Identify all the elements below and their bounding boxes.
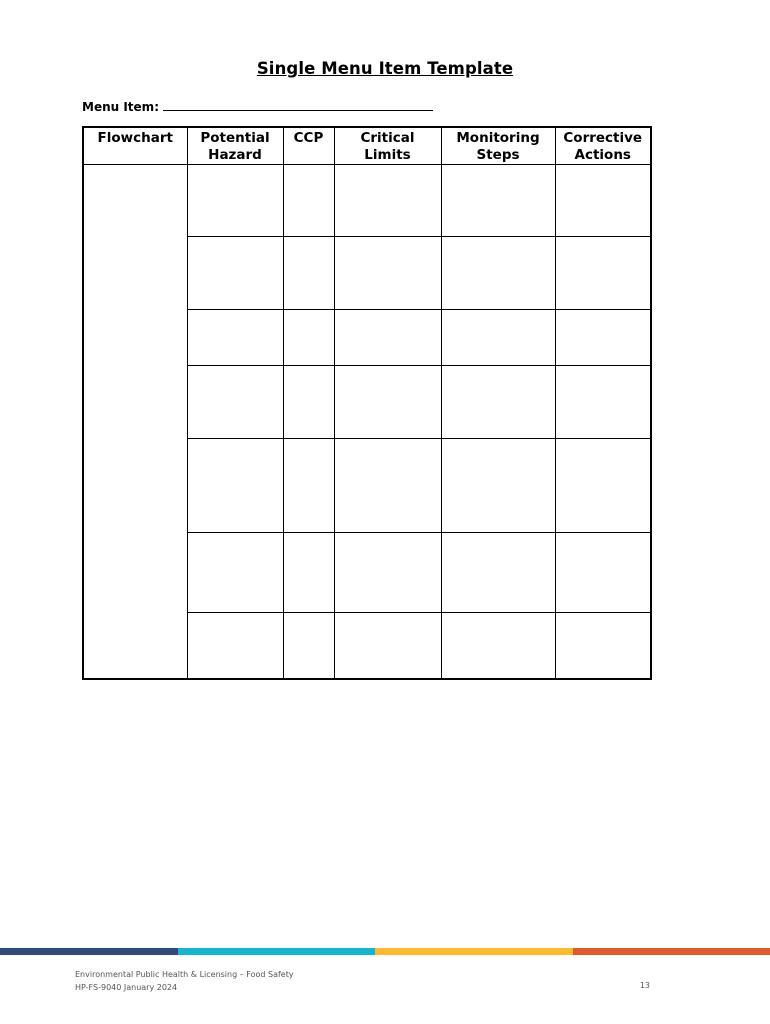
monitoring-steps-cell[interactable] xyxy=(441,310,555,366)
hazard-cell[interactable] xyxy=(187,366,283,439)
footer-bar-segment-yellow xyxy=(375,948,573,955)
haccp-table xyxy=(82,126,652,680)
footer-document-id: HP-FS-9040 January 2024 xyxy=(75,983,178,992)
header-potential-hazard-line2: Hazard xyxy=(208,147,262,163)
ccp-cell[interactable] xyxy=(283,439,334,533)
corrective-actions-cell[interactable] xyxy=(555,310,651,366)
header-ccp xyxy=(283,127,334,165)
monitoring-steps-cell[interactable] xyxy=(441,613,555,679)
ccp-cell[interactable] xyxy=(283,237,334,310)
header-potential-hazard xyxy=(187,127,283,165)
hazard-cell[interactable] xyxy=(187,237,283,310)
corrective-actions-cell[interactable] xyxy=(555,366,651,439)
ccp-cell[interactable] xyxy=(283,310,334,366)
flowchart-cell[interactable] xyxy=(83,165,187,679)
monitoring-steps-cell[interactable] xyxy=(441,439,555,533)
header-monitoring-steps xyxy=(441,127,555,165)
ccp-cell[interactable] xyxy=(283,533,334,613)
header-critical-limits xyxy=(334,127,441,165)
monitoring-steps-cell[interactable] xyxy=(441,366,555,439)
header-critical-limits-line1: Critical xyxy=(360,130,415,146)
menu-item-blank-line[interactable] xyxy=(163,98,433,111)
table-row xyxy=(83,165,651,237)
header-critical-limits-line2: Limits xyxy=(364,147,411,163)
critical-limits-cell[interactable] xyxy=(334,533,441,613)
footer-department: Environmental Public Health & Licensing – Food Safety xyxy=(75,970,294,979)
page-title: Single Menu Item Template xyxy=(256,59,514,78)
header-potential-hazard-line1: Potential xyxy=(200,130,270,146)
header-corrective-actions-line1: Corrective xyxy=(563,130,643,146)
critical-limits-cell[interactable] xyxy=(334,237,441,310)
header-corrective-actions xyxy=(555,127,651,165)
menu-item-label: Menu Item: xyxy=(82,100,159,114)
footer-bar-segment-navy xyxy=(0,948,178,955)
header-flowchart-text: Flowchart xyxy=(97,130,173,146)
corrective-actions-cell[interactable] xyxy=(555,533,651,613)
page-number: 13 xyxy=(639,981,650,990)
critical-limits-cell[interactable] xyxy=(334,366,441,439)
critical-limits-cell[interactable] xyxy=(334,613,441,679)
critical-limits-cell[interactable] xyxy=(334,439,441,533)
footer-bar-segment-cyan xyxy=(178,948,375,955)
header-monitoring-steps-line2: Steps xyxy=(476,147,520,163)
hazard-cell[interactable] xyxy=(187,165,283,237)
header-monitoring-steps-line1: Monitoring xyxy=(456,130,540,146)
corrective-actions-cell[interactable] xyxy=(555,237,651,310)
monitoring-steps-cell[interactable] xyxy=(441,237,555,310)
footer-text xyxy=(75,968,294,994)
ccp-cell[interactable] xyxy=(283,165,334,237)
monitoring-steps-cell[interactable] xyxy=(441,533,555,613)
corrective-actions-cell[interactable] xyxy=(555,165,651,237)
table-header-row xyxy=(83,127,651,165)
footer-color-bar xyxy=(0,948,770,955)
corrective-actions-cell[interactable] xyxy=(555,439,651,533)
header-corrective-actions-line2: Actions xyxy=(574,147,631,163)
footer-bar-segment-orange xyxy=(573,948,770,955)
hazard-cell[interactable] xyxy=(187,310,283,366)
hazard-cell[interactable] xyxy=(187,439,283,533)
critical-limits-cell[interactable] xyxy=(334,310,441,366)
header-flowchart xyxy=(83,127,187,165)
header-ccp-text: CCP xyxy=(293,130,324,146)
critical-limits-cell[interactable] xyxy=(334,165,441,237)
ccp-cell[interactable] xyxy=(283,613,334,679)
menu-item-field xyxy=(82,98,433,114)
ccp-cell[interactable] xyxy=(283,366,334,439)
monitoring-steps-cell[interactable] xyxy=(441,165,555,237)
hazard-cell[interactable] xyxy=(187,533,283,613)
corrective-actions-cell[interactable] xyxy=(555,613,651,679)
hazard-cell[interactable] xyxy=(187,613,283,679)
